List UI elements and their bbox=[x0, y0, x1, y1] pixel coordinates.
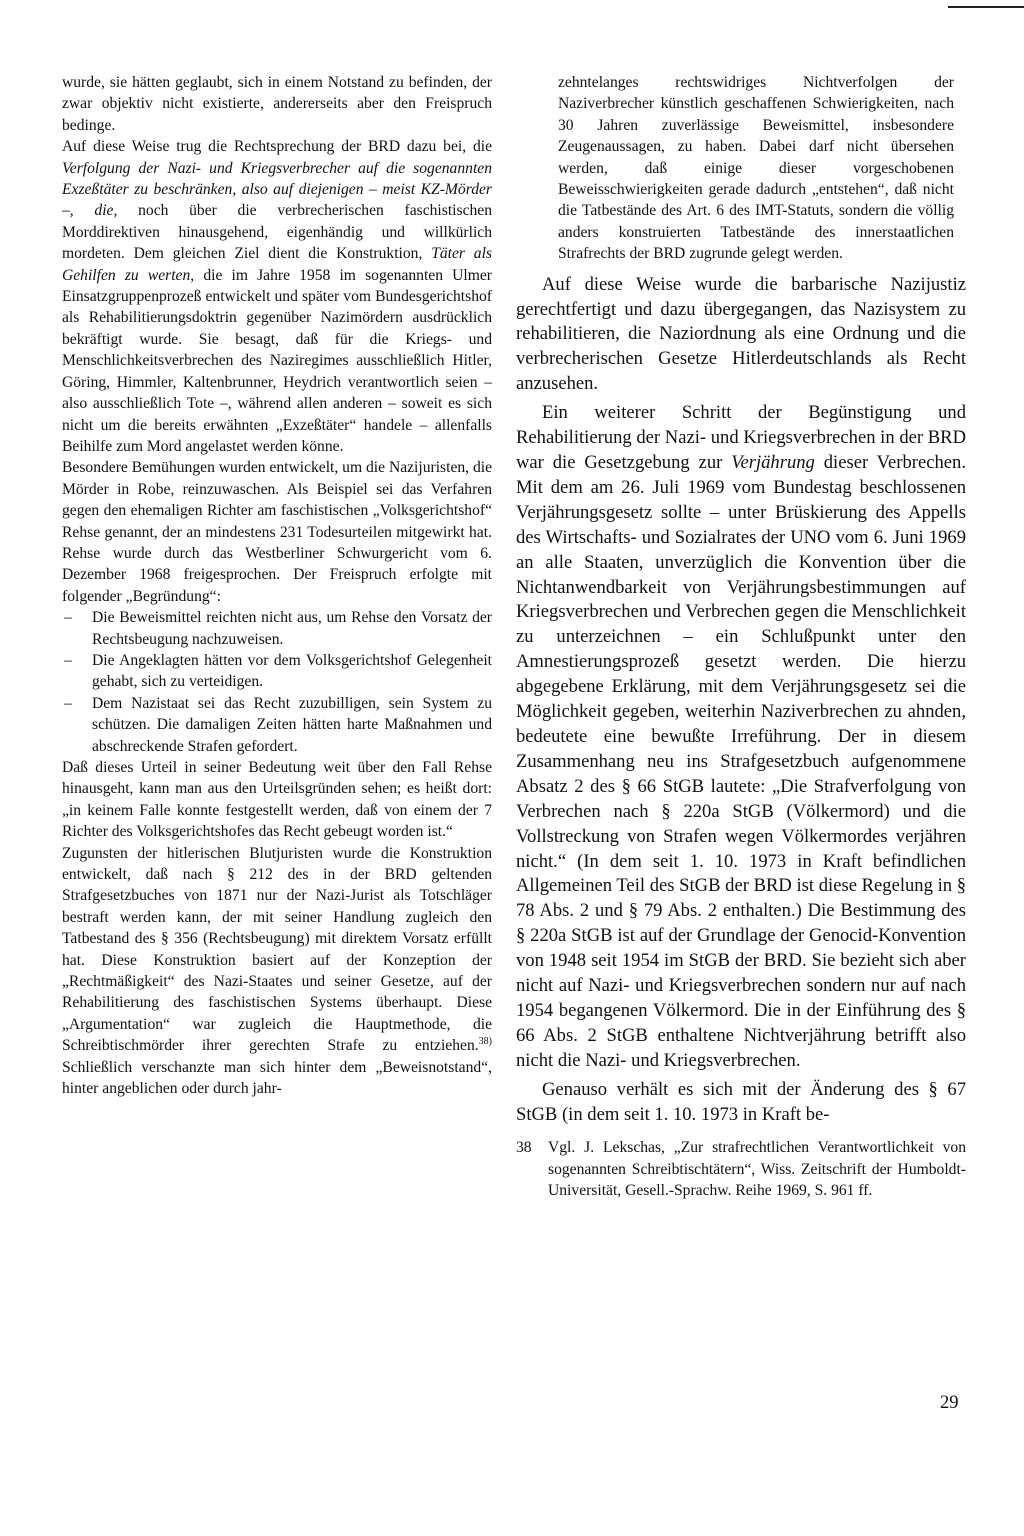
text-run: die im Jahre 1958 im sogenannten Ulmer Einsatzgruppenprozeß entwickelt und später vom Bundesgerichtshof als Rehabilitierungsdoktrin gegenüber Nazimördern ausdrücklich bekräftigt wurde. Sie besagt, daß für die Kriegs- und Menschlichkeitsverbrechen des Naziregimes ausschließlich Hitler, Göring, Himmler, Kaltenbrunner, Heydrich verantwortlich seien – also ausschließlich Tote –, während allen anderen – soweit es sich nicht um die bereits erwähnten „Exzeßtäter“ handele – allenfalls Beihilfe zum Mord angelastet werden könne. bbox=[62, 266, 492, 455]
text-run: Zugunsten der hitlerischen Blutjuristen wurde die Konstruktion entwickelt, daß nach § 212 des in der BRD geltenden Strafgesetzbuches von 1871 nur der Nazi-Jurist als Totschläger bestraft werden kann, der mit seiner Handlung zugleich den Tatbestand des § 356 (Rechtsbeugung) mit direktem Vorsatz erfüllt hat. Diese Konstruktion basiert auf der Konzeption der „Rechtmäßigkeit“ des Nazi-Staates und seiner Gesetze, auf der Rehabilitierung des faschistischen Systems überhaupt. Diese „Argumentation“ war zugleich die Hauptmethode, die Schreibtischmörder ihrer gerechten Strafe zu entziehen. bbox=[62, 844, 492, 1055]
left-paragraph-2 bbox=[62, 136, 492, 457]
list-item: – Die Beweismittel reichten nicht aus, um Rehse den Vorsatz der Rechtsbeugung nachzuweisen. bbox=[62, 607, 492, 650]
emphasis-run: Täter als Gehilfen zu werten, bbox=[62, 245, 492, 284]
text-run: Schließlich verschanzte man sich hinter dem „Beweisnotstand“, hinter angeblichen oder durch jahr- bbox=[62, 1058, 492, 1098]
quote-block: zehntelanges rechtswidriges Nichtverfolgen der Naziverbrecher künstlich geschaffenen Schwierigkeiten, nach 30 Jahren zuverlässige Beweismittel, insbesondere Zeugenaussagen, zu haben. Dabei darf nicht übersehen werden, daß einige dieser vorgeschobenen Beweisschwierigkeiten gerade dadurch „entstehen“, daß nicht die Tatbestände des Art. 6 des IMT-Statuts, sondern die völlig anders konstruierten Tatbestände des innerstaatlichen Strafrechts der BRD zugrunde gelegt werden. bbox=[558, 74, 954, 263]
dash-list bbox=[62, 607, 492, 757]
list-item: – Die Angeklagten hätten vor dem Volksgerichtshof Gelegenheit gehabt, sich zu verteidigen. bbox=[62, 650, 492, 693]
right-column bbox=[516, 72, 966, 1202]
footnote-number: 38 bbox=[516, 1139, 532, 1157]
text-run: Auf diese Weise trug die Rechtsprechung der BRD dazu bei, die bbox=[62, 138, 492, 156]
footnote-text: Vgl. J. Lekschas, „Zur strafrechtlichen Verantwortlichkeit von sogenannten Schreibtischtätern“, Wiss. Zeitschrift der Humboldt-Universität, Gesell.-Sprachw. Reihe 1969, S. 961 ff. bbox=[548, 1139, 966, 1200]
left-paragraph-5 bbox=[62, 843, 492, 1100]
text-run: Ein weiterer Schritt der Begünstigung und Rehabilitierung der Nazi- und Kriegsverbrechen in der BRD war die Gesetzgebung zur bbox=[516, 402, 966, 473]
left-paragraph-4: Daß dieses Urteil in seiner Bedeutung weit über den Fall Rehse hinausgeht, kann man aus den Urteilsgründen sehen; es heißt dort: „in keinem Falle konnte festgestellt werden, daß von einem der 7 Richter des Volksgerichtshofes das Recht gebeugt worden ist.“ bbox=[62, 759, 492, 841]
left-paragraph-1: wurde, sie hätten geglaubt, sich in einem Notstand zu befinden, der zwar objektiv nicht existierte, andererseits aber den Freispruch bedinge. bbox=[62, 74, 492, 134]
emphasis-run: Verfolgung der Nazi- und Kriegsverbrecher auf die sogenannten Exzeßtäter zu beschränken, also auf diejenigen – meist KZ-Mörder –, die, bbox=[62, 159, 492, 220]
right-paragraph-3: Genauso verhält es sich mit der Änderung des § 67 StGB (in dem seit 1. 10. 1973 in Kraft be- bbox=[516, 1078, 966, 1125]
emphasis-run: Verjährung bbox=[731, 452, 815, 473]
right-paragraph-1: Auf diese Weise wurde die barbarische Nazijustiz gerechtfertigt und dazu übergegangen, das Nazisystem zu rehabilitieren, die Naziordnung als eine Ordnung und die verbrecherischen Gesetze Hitlerdeutschlands als Recht anzusehen. bbox=[516, 273, 966, 395]
top-rule bbox=[948, 6, 1024, 8]
left-column bbox=[62, 72, 492, 1100]
footnote bbox=[516, 1137, 966, 1201]
footnote-reference: 38) bbox=[478, 1036, 492, 1048]
page-number: 29 bbox=[940, 1392, 959, 1413]
text-run: dieser Verbrechen. Mit dem am 26. Juli 1969 vom Bundestag beschlossenen Verjährungsgesetz sollte – unter Brüskierung des Appells des Wirtschafts- und Sozialrates der UNO vom 6. Juni 1969 an alle Staaten, unverzüglich die Konvention über die Nichtanwendbarkeit von Verjährungsbestimmungen auf Kriegsverbrechen und Verbrechen gegen die Menschlichkeit zu unterzeichnen – ein Schlußpunkt unter den Amnestierungsprozeß gesetzt werden. Die hierzu abgegebene Erklärung, mit dem Verjährungsgesetz sei die Möglichkeit gegeben, weiterhin Naziverbrechen zu ahnden, bedeutete eine bewußte Irreführung. Der in diesem Zusammenhang neu ins Strafgesetzbuch aufgenommene Absatz 2 des § 66 StGB lautete: „Die Strafverfolgung von Verbrechen nach § 220a StGB (Völkermord) und die Vollstreckung von Strafen wegen Völkermordes verjähren nicht.“ (In dem seit 1. 10. 1973 in Kraft befindlichen Allgemeinen Teil des StGB der BRD ist diese Regelung in § 78 Abs. 2 und § 79 Abs. 2 enthalten.) Die Bestimmung des § 220a StGB ist auf der Grundlage der Genocid-Konvention von 1948 seit 1954 im StGB der BRD. Sie bezieht sich aber nicht auf Nazi- und Kriegsverbrechen sondern nur auf nach 1954 begangenen Völkermord. Die in der Einführung des § 66 Abs. 2 StGB enthaltene Nichtverjährung betrifft also nicht die Nazi- und Kriegsverbrechen. bbox=[516, 452, 966, 1071]
text-run: noch über die verbrecherischen faschistischen Morddirektiven hinausgehend, eigenhändig und willkürlich mordeten. Dem gleichen Ziel dient die Konstruktion, bbox=[62, 202, 493, 263]
left-paragraph-3: Besondere Bemühungen wurden entwickelt, um die Nazijuristen, die Mörder in Robe, reinzuwaschen. Als Beispiel sei das Verfahren gegen den ehemaligen Richter am faschistischen „Volksgerichtshof“ Rehse genannt, der an mindestens 231 Todesurteilen mitgewirkt hat. Rehse wurde durch das Westberliner Schwurgericht vom 6. Dezember 1968 freigesprochen. Der Freispruch erfolgte mit folgender „Begründung“: bbox=[62, 459, 493, 605]
right-paragraph-2 bbox=[516, 401, 966, 1073]
list-item: – Dem Nazistaat sei das Recht zuzubilligen, sein System zu schützen. Die damaligen Zeiten hätten harte Maßnahmen und abschreckende Strafen gefordert. bbox=[62, 693, 492, 757]
